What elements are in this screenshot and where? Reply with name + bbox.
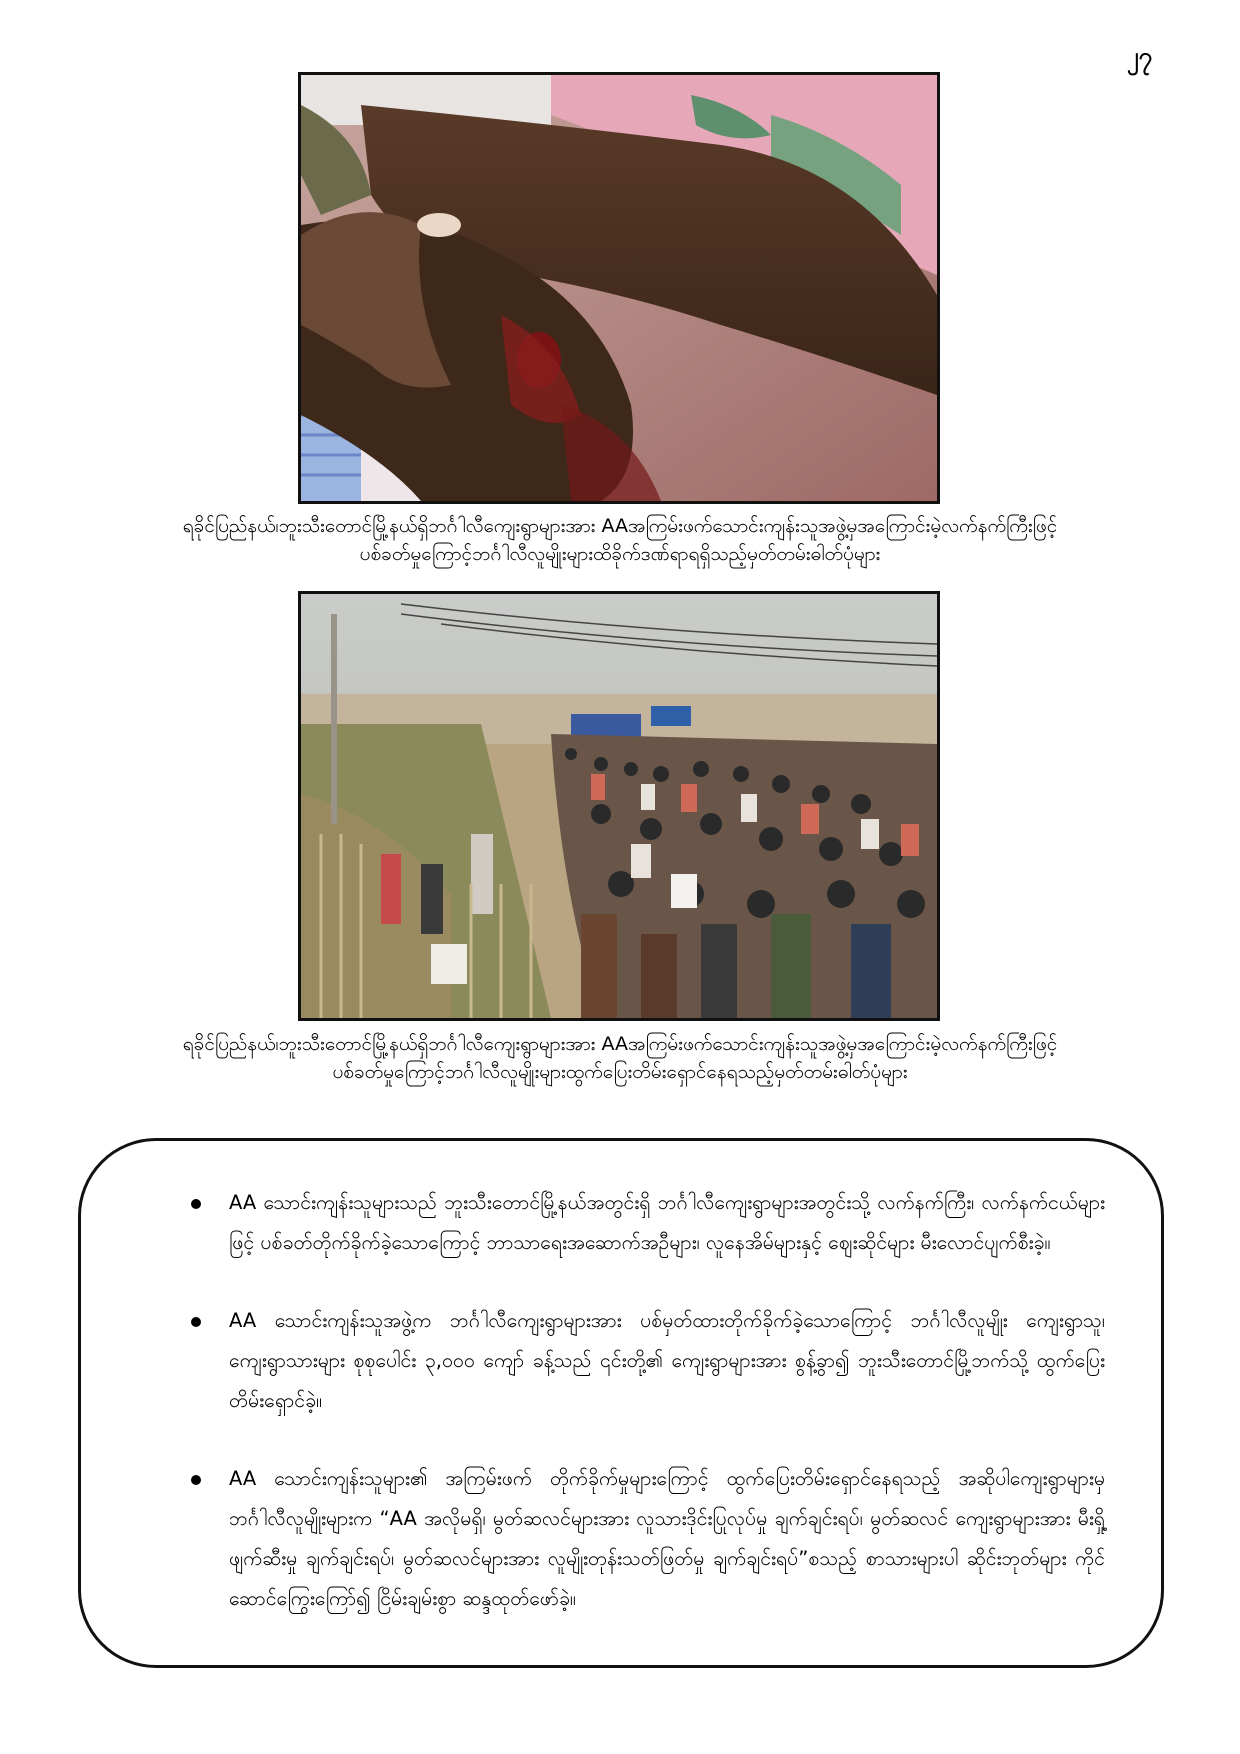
summary-bullet-list: [81, 1183, 1161, 1619]
summary-bullet: [229, 1183, 1105, 1263]
photo-fleeing-villagers-icon: [301, 594, 937, 1018]
injured-arm-photo: [298, 72, 940, 504]
photo-2-caption: [60, 1030, 1180, 1086]
caption-line: ပစ်ခတ်မှုကြောင့်ဘင်္ဂါလီလူမျိုးများထွက်ပြေးတိမ်းရှောင်နေရသည့်မှတ်တမ်းဓါတ်ပုံများ: [332, 1061, 908, 1083]
bullet-icon: [191, 1475, 201, 1485]
fleeing-villagers-photo: [298, 591, 940, 1021]
photo-1-caption: [60, 512, 1180, 568]
summary-bullet: [229, 1459, 1105, 1619]
bullet-icon: [191, 1199, 201, 1209]
caption-line: ပစ်ခတ်မှုကြောင့်ဘင်္ဂါလီလူမျိုးများထိခိုက်ဒဏ်ရာရရှိသည့်မှတ်တမ်းဓါတ်ပုံများ: [359, 543, 881, 565]
photo-injured-arm-icon: [301, 75, 937, 501]
summary-bullet: [229, 1301, 1105, 1421]
page-number: ၂၇: [1126, 42, 1152, 70]
caption-line: ရခိုင်ပြည်နယ်၊ဘူးသီးတောင်မြို့နယ်ရှိဘင်္ဂါလီကျေးရွာများအား AAအကြမ်းဖက်သောင်းကျန်းသူအဖွဲ့မှအကြောင်းမဲ့လက်နက်ကြီးဖြင့်: [182, 1033, 1058, 1055]
caption-line: ရခိုင်ပြည်နယ်၊ဘူးသီးတောင်မြို့နယ်ရှိဘင်္ဂါလီကျေးရွာများအား AAအကြမ်းဖက်သောင်းကျန်းသူအဖွဲ့မှအကြောင်းမဲ့လက်နက်ကြီးဖြင့်: [182, 515, 1058, 537]
bullet-text: AA သောင်းကျန်းသူများ၏ အကြမ်းဖက် တိုက်ခိုက်မှုများကြောင့် ထွက်ပြေးတိမ်းရှောင်နေရသည့် အဆိုပါကျေးရွာများမှ ဘင်္ဂါလီလူမျိုးများက “AA အလိုမရှိ၊ မွတ်ဆလင်များအား လူသားဒိုင်းပြုလုပ်မှု ချက်ချင်းရပ်၊ မွတ်ဆလင် ကျေးရွာများအား မီးရှို့ဖျက်ဆီးမှု ချက်ချင်းရပ်၊ မွတ်ဆလင်များအား လူမျိုးတုန်းသတ်ဖြတ်မှု ချက်ချင်းရပ်”စသည့် စာသားများပါ ဆိုင်းဘုတ်များ ကိုင်ဆောင်ကြွေးကြော်၍ ငြိမ်းချမ်းစွာ ဆန္ဒထုတ်ဖော်ခဲ့။: [229, 1467, 1105, 1610]
summary-box: [78, 1138, 1164, 1668]
bullet-icon: [191, 1317, 201, 1327]
bullet-text: AA သောင်းကျန်းသူများသည် ဘူးသီးတောင်မြို့နယ်အတွင်းရှိ ဘင်္ဂါလီကျေးရွာများအတွင်းသို့ လက်နက်ကြီး၊ လက်နက်ငယ်များဖြင့် ပစ်ခတ်တိုက်ခိုက်ခဲ့သောကြောင့် ဘာသာရေးအဆောက်အဦများ၊ လူနေအိမ်များနှင့် ဈေးဆိုင်များ မီးလောင်ပျက်စီးခဲ့။: [229, 1191, 1105, 1254]
bullet-text: AA သောင်းကျန်းသူအဖွဲ့က ဘင်္ဂါလီကျေးရွာများအား ပစ်မှတ်ထားတိုက်ခိုက်ခဲ့သောကြောင့် ဘင်္ဂါလီလူမျိုး ကျေးရွာသူ၊ ကျေးရွာသားများ စုစုပေါင်း ၃,၀၀၀ ကျော် ခန့်သည် ၎င်းတို့၏ ကျေးရွာများအား စွန့်ခွာ၍ ဘူးသီးတောင်မြို့ဘက်သို့ ထွက်ပြေးတိမ်းရှောင်ခဲ့။: [229, 1309, 1105, 1412]
